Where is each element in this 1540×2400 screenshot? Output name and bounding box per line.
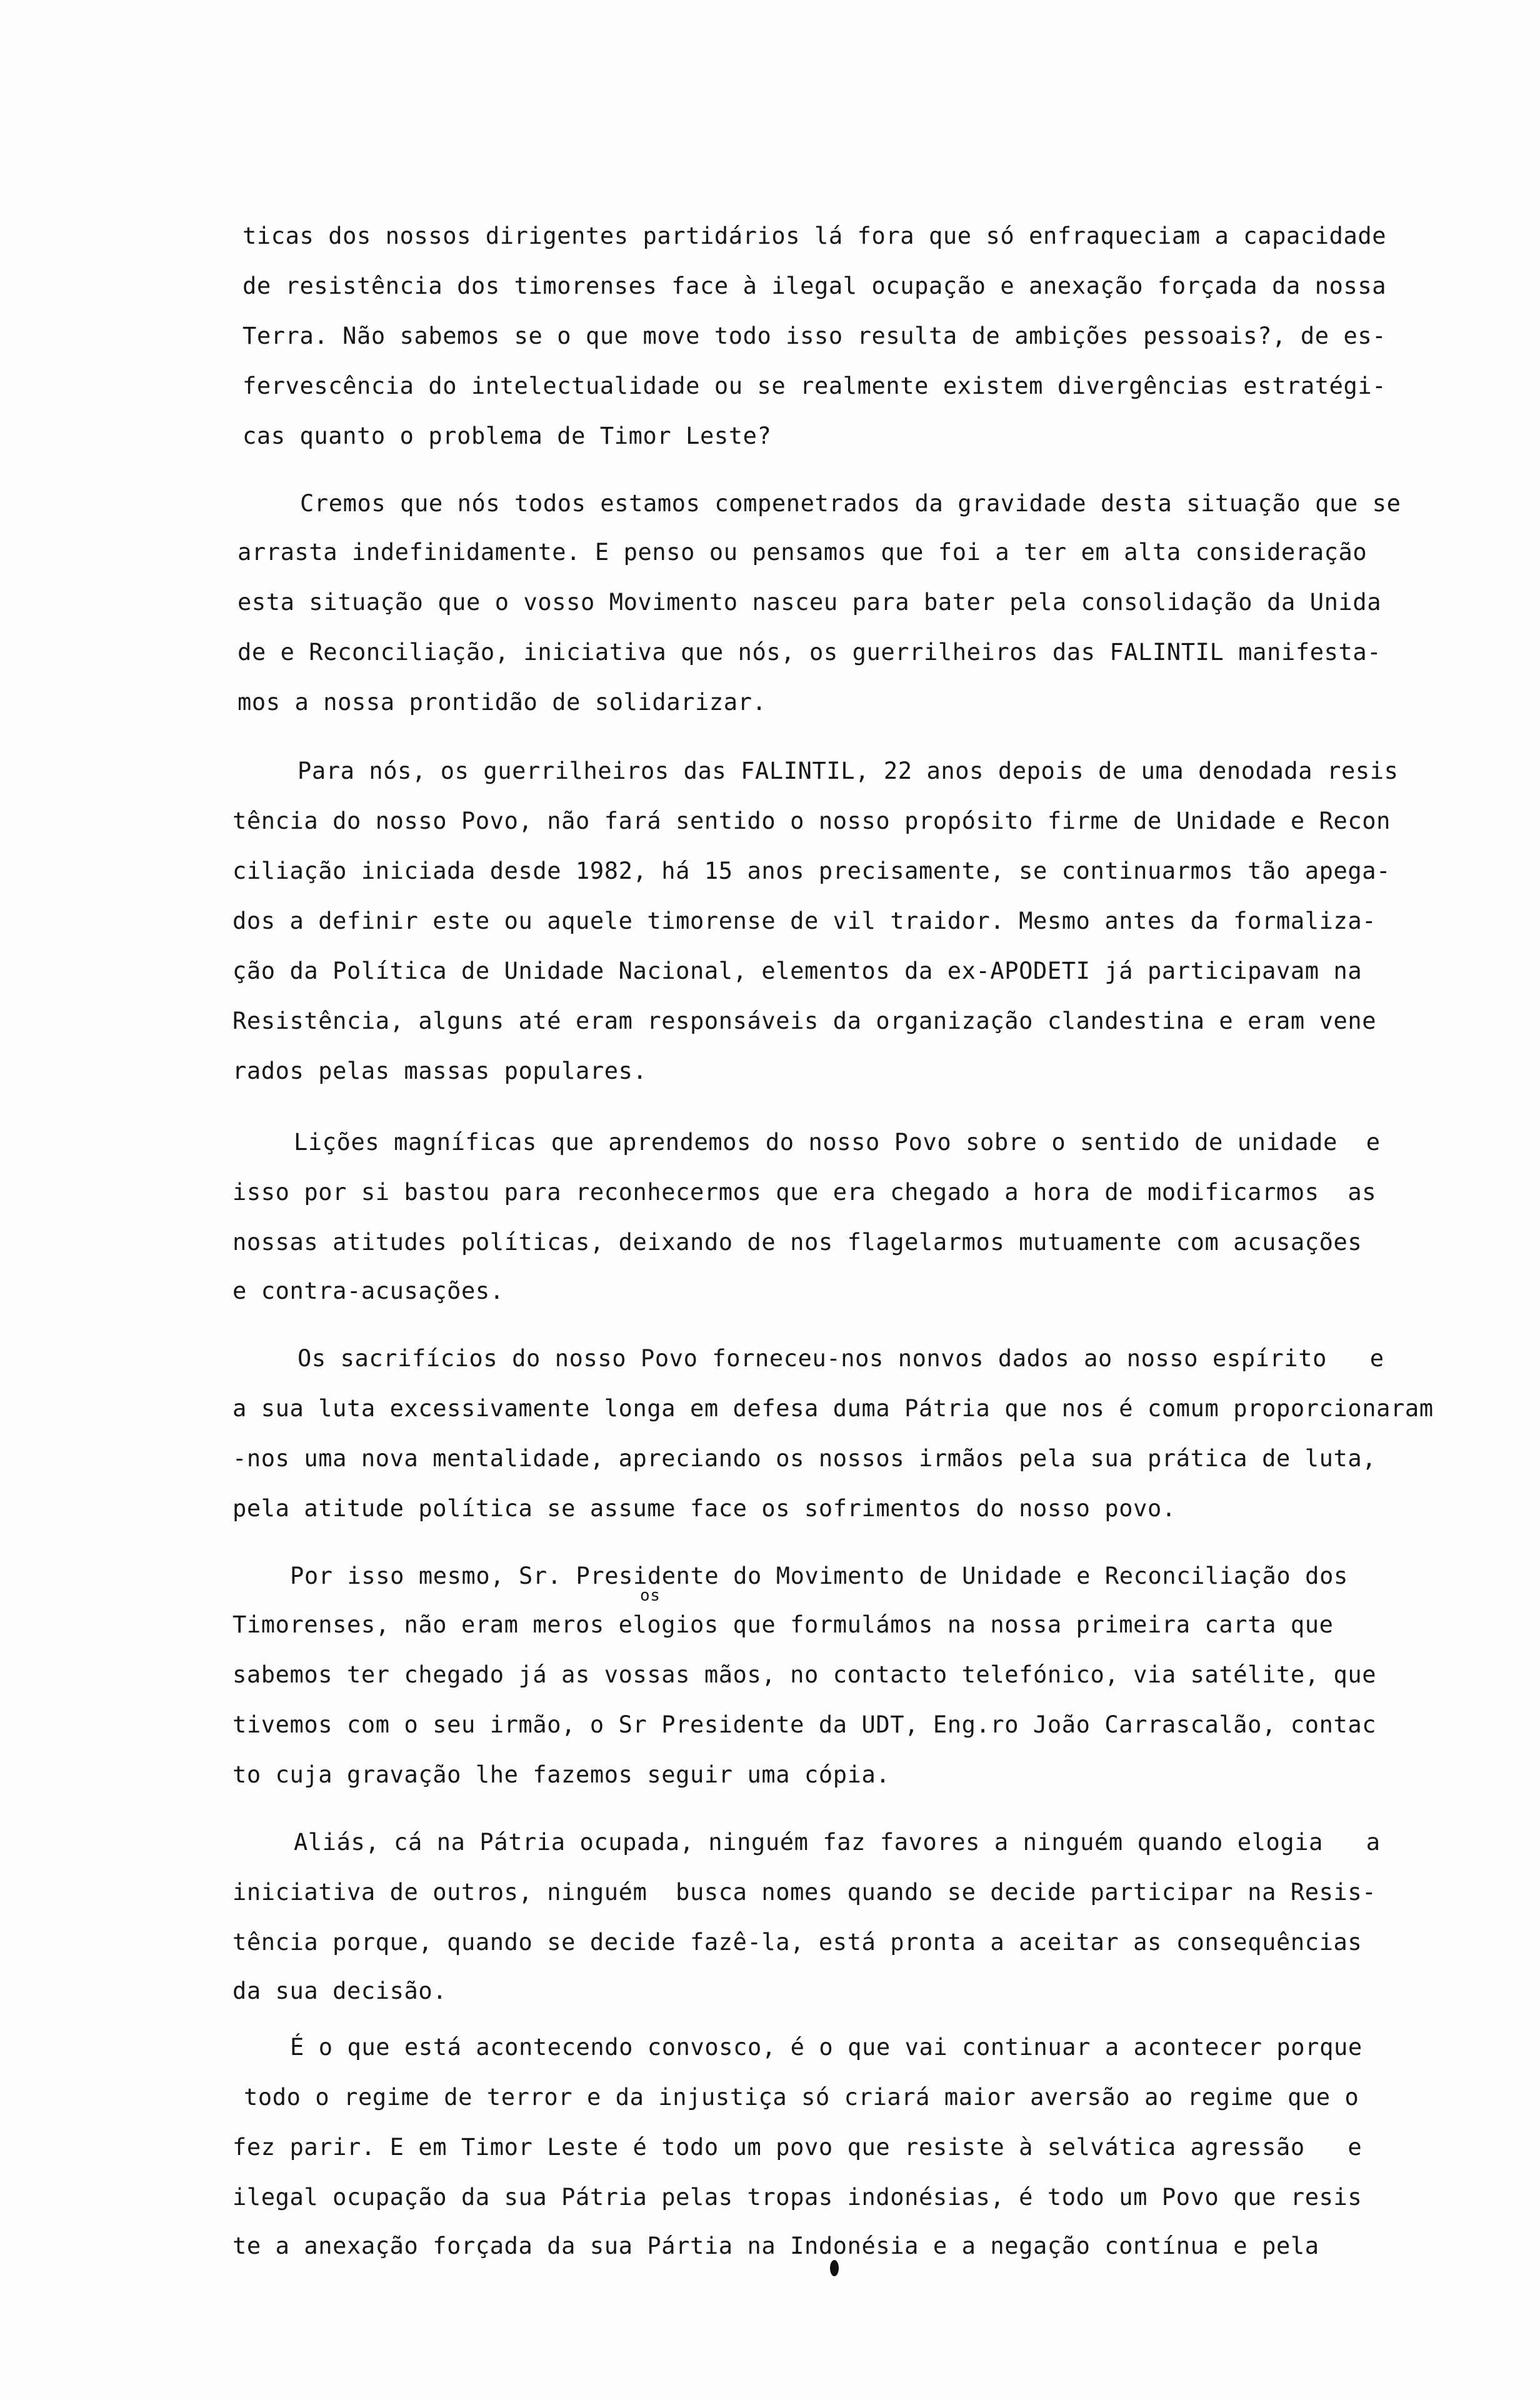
text-line: de resistência dos timorenses face à ilegal ocupação e anexação forçada da nossa: [242, 272, 1387, 299]
text-line: Por isso mesmo, Sr. Presidente do Movimento de Unidade e Reconciliação dos: [290, 1562, 1348, 1589]
text-line: tência do nosso Povo, não fará sentido o nosso propósito firme de Unidade e Recon: [232, 808, 1391, 834]
text-line: ção da Política de Unidade Nacional, elementos da ex-APODETI já participavam na: [232, 958, 1362, 984]
text-line: de e Reconciliação, iniciativa que nós, os guerrilheiros das FALINTIL manifesta-: [238, 639, 1382, 666]
text-line: iniciativa de outros, ninguém busca nomes quando se decide participar na Resis-: [232, 1879, 1377, 1906]
text-line: ilegal ocupação da sua Pátria pelas tropas indonésias, é todo um Povo que resis: [232, 2184, 1362, 2211]
text-line: sabemos ter chegado já as vossas mãos, no contacto telefónico, via satélite, que: [232, 1661, 1377, 1688]
text-line: da sua decisão.: [232, 1978, 448, 2004]
text-line: e contra-acusações.: [232, 1278, 504, 1304]
text-line: Timorenses, não eram meros elogios que formulámos na nossa primeira carta que: [232, 1611, 1334, 1638]
text-line: pela atitude política se assume face os sofrimentos do nosso povo.: [232, 1495, 1176, 1522]
text-line: te a anexação forçada da sua Pártia na Indonésia e a negação contínua e pela: [232, 2232, 1319, 2259]
text-line: Terra. Não sabemos se o que move todo isso resulta de ambições pessoais?, de es-: [242, 322, 1387, 349]
text-line: dos a definir este ou aquele timorense de vil traidor. Mesmo antes da formaliza-: [232, 908, 1377, 934]
text-line: nossas atitudes políticas, deixando de nos flagelarmos mutuamente com acusações: [232, 1229, 1362, 1256]
handwritten-insertion: os: [640, 1586, 661, 1605]
page-mark: [830, 2260, 839, 2276]
text-line: tivemos com o seu irmão, o Sr Presidente da UDT, Eng.ro João Carrascalão, contac: [232, 1711, 1377, 1738]
text-line: arrasta indefinidamente. E penso ou pensamos que foi a ter em alta consideração: [238, 539, 1368, 566]
text-line: tência porque, quando se decide fazê-la, está pronta a aceitar as consequências: [232, 1929, 1362, 1956]
text-line: a sua luta excessivamente longa em defesa duma Pátria que nos é comum proporcionaram: [232, 1395, 1434, 1422]
text-line: -nos uma nova mentalidade, apreciando os nossos irmãos pela sua prática de luta,: [232, 1445, 1377, 1472]
text-line: Cremos que nós todos estamos compenetrados da gravidade desta situação que se: [300, 490, 1401, 517]
text-line: ticas dos nossos dirigentes partidários lá fora que só enfraqueciam a capacidade: [242, 222, 1387, 249]
text-line: mos a nossa prontidão de solidarizar.: [238, 689, 767, 716]
text-line: Resistência, alguns até eram responsáveis da organização clandestina e eram vene: [232, 1008, 1377, 1034]
text-line: todo o regime de terror e da injustiça só criará maior aversão ao regime que o: [244, 2084, 1359, 2111]
text-line: Lições magníficas que aprendemos do nosso Povo sobre o sentido de unidade e: [294, 1129, 1381, 1156]
text-line: isso por si bastou para reconhecermos que era chegado a hora de modificarmos as: [232, 1179, 1377, 1206]
text-line: Para nós, os guerrilheiros das FALINTIL, 22 anos depois de uma denodada resis: [298, 758, 1399, 784]
text-line: cas quanto o problema de Timor Leste?: [242, 422, 772, 449]
text-line: fervescência do intelectualidade ou se realmente existem divergências estratégi-: [242, 372, 1387, 399]
text-line: esta situação que o vosso Movimento nasceu para bater pela consolidação da Unida: [238, 589, 1382, 616]
text-line: to cuja gravação lhe fazemos seguir uma cópia.: [232, 1761, 891, 1788]
text-line: Os sacrifícios do nosso Povo forneceu-nos nonvos dados ao nosso espírito e: [298, 1345, 1384, 1372]
text-line: rados pelas massas populares.: [232, 1058, 648, 1084]
text-line: fez parir. E em Timor Leste é todo um povo que resiste à selvática agressão e: [232, 2134, 1362, 2161]
text-line: Aliás, cá na Pátria ocupada, ninguém faz favores a ninguém quando elogia a: [294, 1829, 1381, 1856]
text-line: É o que está acontecendo convosco, é o que vai continuar a acontecer porque: [290, 2034, 1362, 2061]
text-line: ciliação iniciada desde 1982, há 15 anos precisamente, se continuarmos tão apega-: [232, 858, 1391, 884]
